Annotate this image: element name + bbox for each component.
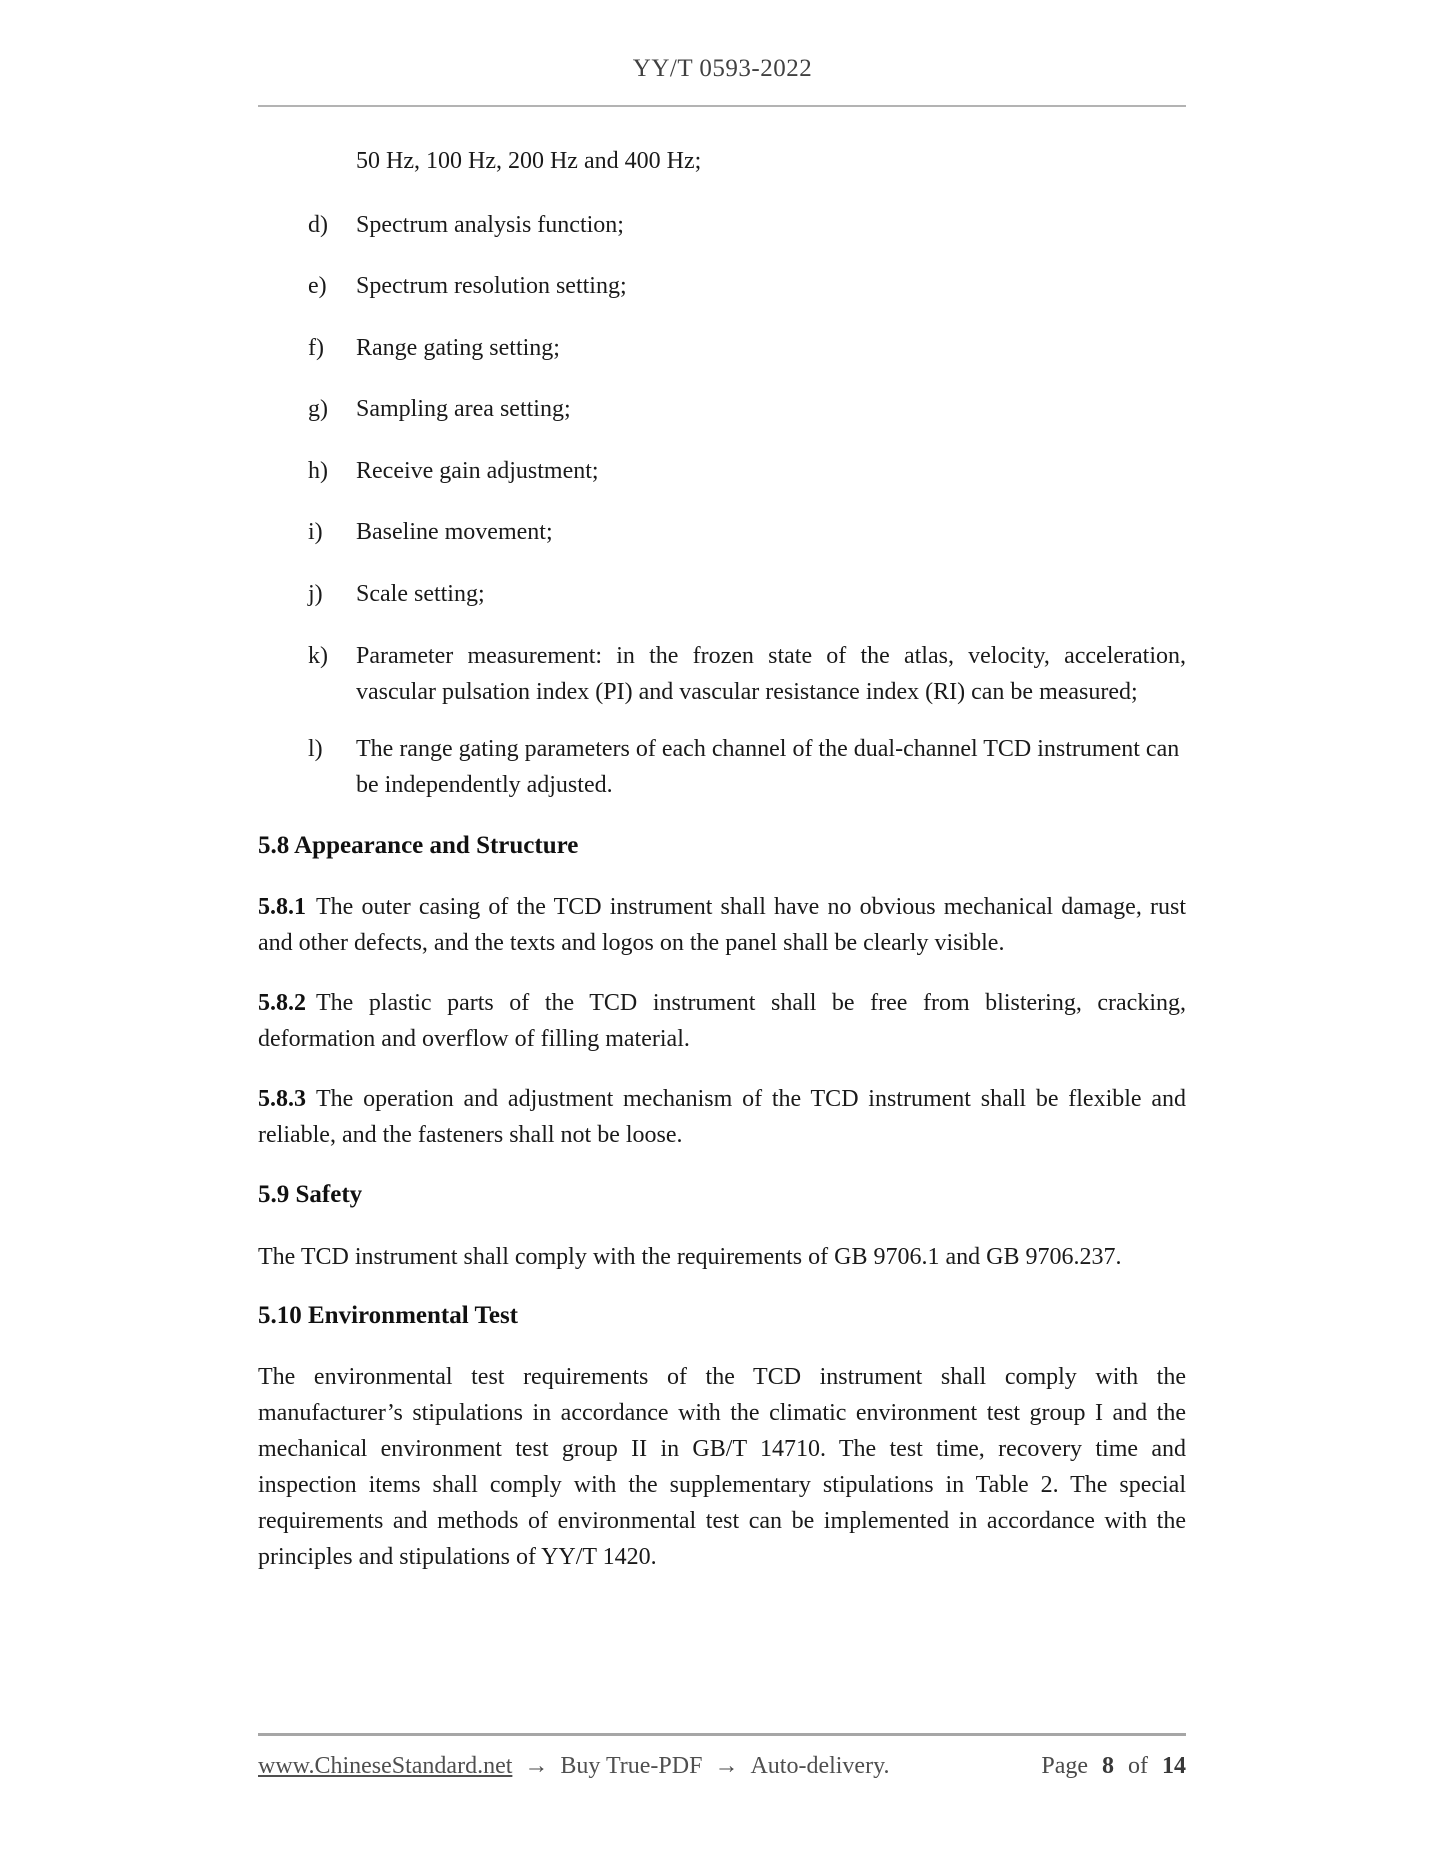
arrow-right-icon: →	[524, 1753, 549, 1779]
footer-left-group	[258, 1749, 890, 1783]
standard-number-header: YY/T 0593-2022	[632, 55, 813, 82]
page-of-label: of	[1128, 1753, 1148, 1779]
header-rule	[258, 105, 1186, 107]
arrow-right-icon: →	[714, 1753, 739, 1779]
list-item-marker: j)	[308, 581, 323, 607]
clause-paragraph-5-8-1	[258, 889, 1186, 961]
section-heading-5-8: 5.8 Appearance and Structure	[258, 832, 579, 859]
list-item-text: Scale setting;	[356, 581, 485, 607]
clause-paragraph-5-8-3	[258, 1081, 1186, 1153]
list-item-text: Spectrum resolution setting;	[356, 273, 627, 299]
paragraph-5-9: The TCD instrument shall comply with the requirements of GB 9706.1 and GB 9706.237.	[258, 1244, 1122, 1270]
list-item-text: Baseline movement;	[356, 519, 553, 545]
section-heading-5-9: 5.9 Safety	[258, 1181, 363, 1208]
page-label: Page	[1041, 1753, 1088, 1779]
page-number-total: 14	[1162, 1753, 1186, 1779]
clause-number: 5.8.1	[258, 894, 306, 920]
footer-rule	[258, 1733, 1186, 1736]
frequency-values-line: 50 Hz, 100 Hz, 200 Hz and 400 Hz;	[356, 148, 702, 174]
list-item-marker: f)	[308, 335, 324, 361]
list-item-text: Parameter measurement: in the frozen state of the atlas, velocity, acceleration, vascular pulsation index (PI) and vascular resistance index (RI) can be measured;	[356, 643, 1186, 705]
list-item	[308, 207, 1186, 243]
list-item-marker: h)	[308, 458, 328, 484]
footer	[258, 1749, 1186, 1783]
clause-text: The plastic parts of the TCD instrument shall be free from blistering, cracking, deformation and overflow of filling material.	[258, 990, 1186, 1052]
list-item	[308, 731, 1186, 803]
list-item	[308, 268, 1186, 304]
website-link[interactable]: www.ChineseStandard.net	[258, 1753, 513, 1779]
list-item	[308, 514, 1186, 550]
clause-text: The operation and adjustment mechanism of the TCD instrument shall be flexible and reliable, and the fasteners shall not be loose.	[258, 1086, 1186, 1148]
list-item-marker: l)	[308, 736, 323, 762]
clause-number: 5.8.2	[258, 990, 306, 1016]
list-item-marker: e)	[308, 273, 327, 299]
list-item	[308, 453, 1186, 489]
list-item-text: Receive gain adjustment;	[356, 458, 599, 484]
list-item-marker: d)	[308, 212, 328, 238]
page-number-current: 8	[1102, 1753, 1114, 1779]
list-item-marker: k)	[308, 643, 328, 669]
footer-buy-text: Buy True-PDF	[560, 1753, 703, 1779]
list-item	[308, 391, 1186, 427]
list-item	[308, 576, 1186, 612]
list-item-text: Range gating setting;	[356, 335, 560, 361]
list-item-text: Spectrum analysis function;	[356, 212, 624, 238]
list-item-text: The range gating parameters of each channel of the dual-channel TCD instrument can be independently adjusted.	[356, 736, 1180, 798]
list-item-marker: i)	[308, 519, 323, 545]
clause-paragraph-5-8-2	[258, 985, 1186, 1057]
list-item-text: Sampling area setting;	[356, 396, 571, 422]
page-indicator	[1041, 1749, 1186, 1783]
paragraph-5-10: The environmental test requirements of the TCD instrument shall comply with the manufacturer’s stipulations in accordance with the climatic environment test group I and the mechanical environment test group II in GB/T 14710. The test time, recovery time and inspection items shall comply with the supplementary stipulations in Table 2. The special requirements and methods of environmental test can be implemented in accordance with the principles and stipulations of YY/T 1420.	[258, 1364, 1186, 1570]
section-heading-5-10: 5.10 Environmental Test	[258, 1302, 518, 1329]
clause-text: The outer casing of the TCD instrument shall have no obvious mechanical damage, rust and other defects, and the texts and logos on the panel shall be clearly visible.	[258, 894, 1186, 956]
footer-delivery-text: Auto-delivery.	[750, 1753, 890, 1779]
list-item	[308, 330, 1186, 366]
list-item-marker: g)	[308, 396, 328, 422]
clause-number: 5.8.3	[258, 1086, 306, 1112]
list-item	[308, 638, 1186, 710]
